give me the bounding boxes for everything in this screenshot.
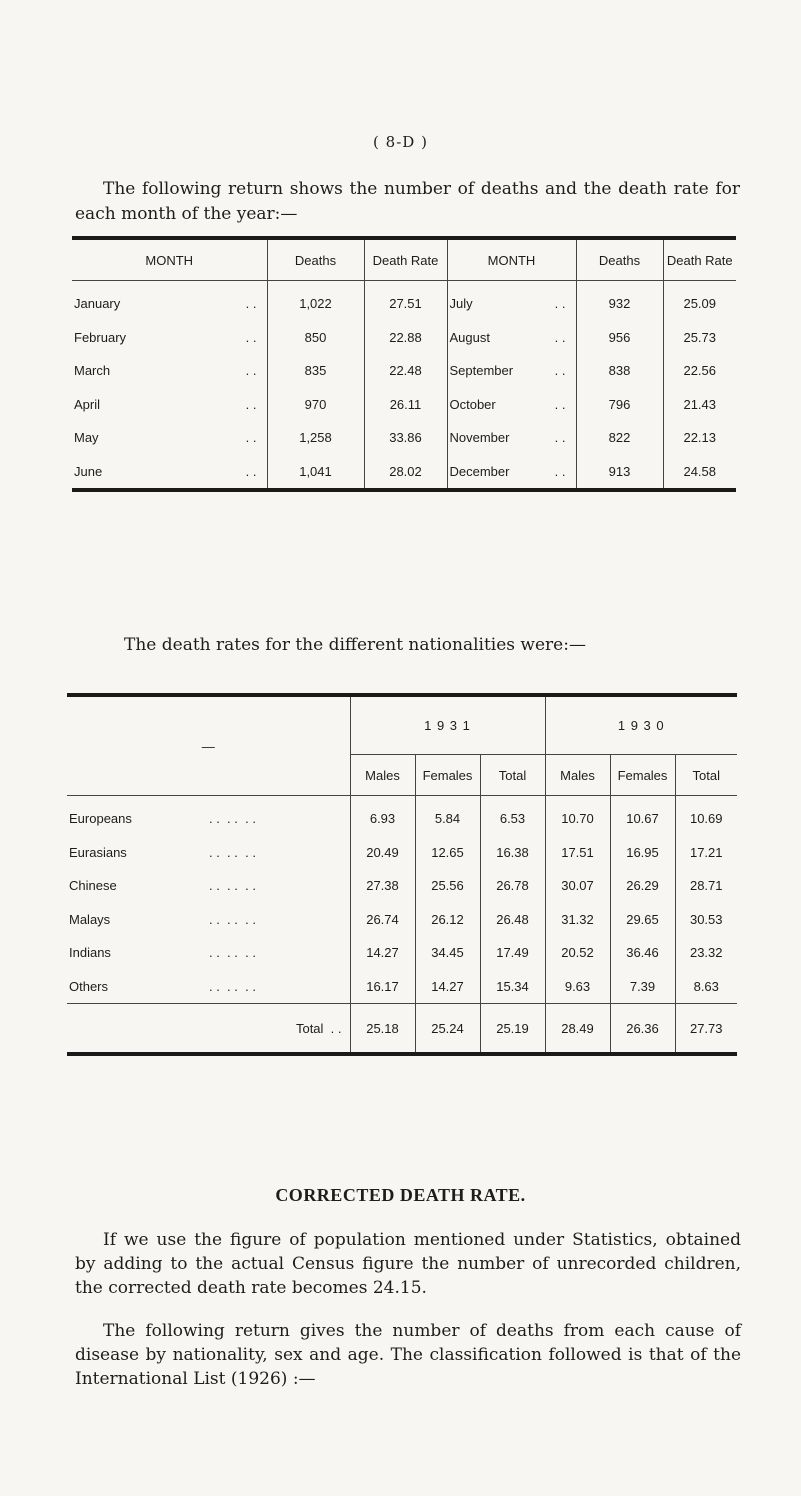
nationality-name: Indians bbox=[69, 945, 111, 961]
corrected-rate-paragraph: If we use the figure of population mentioned under Statistics, obtained by adding to the actual Census figure the number of unrecorded children, the corrected death rate becomes 24.15. bbox=[75, 1230, 741, 1298]
nationality-name: Malays bbox=[69, 911, 111, 927]
month-name: February bbox=[74, 329, 127, 345]
death-rate-value: 22.48 bbox=[364, 354, 447, 388]
leader-dots: . . . . . . bbox=[209, 811, 256, 827]
rate-value: 8.63 bbox=[675, 970, 737, 1004]
page-number: ( 8-D ) bbox=[373, 133, 428, 151]
leader-dots: . . . . . . bbox=[209, 844, 256, 860]
nationality-row bbox=[67, 903, 737, 937]
leader-dots: . . bbox=[554, 430, 566, 446]
leader-dots: . . bbox=[554, 329, 566, 345]
nationality-label-cell bbox=[67, 970, 350, 1004]
corrected-death-rate-heading: CORRECTED DEATH RATE. bbox=[275, 1185, 526, 1205]
total-value: 28.49 bbox=[545, 1004, 610, 1055]
month-name: November bbox=[447, 421, 532, 455]
month-name: January bbox=[74, 296, 121, 312]
deaths-value: 1,258 bbox=[267, 421, 364, 455]
sub-header-males: Males bbox=[545, 755, 610, 796]
leader-dots: . . bbox=[554, 396, 566, 412]
rate-value: 10.67 bbox=[610, 796, 675, 836]
nationality-label-cell bbox=[67, 936, 350, 970]
nationality-rates-table bbox=[67, 693, 737, 1056]
month-row bbox=[72, 281, 736, 321]
rate-value: 16.38 bbox=[480, 836, 545, 870]
leader-dots: . . bbox=[554, 296, 566, 312]
sub-header-females: Females bbox=[415, 755, 480, 796]
death-rate-value: 22.88 bbox=[364, 321, 447, 355]
deaths-value: 822 bbox=[576, 421, 663, 455]
death-rate-value: 25.73 bbox=[663, 321, 736, 355]
corner-cell bbox=[67, 695, 350, 796]
rate-value: 26.48 bbox=[480, 903, 545, 937]
rate-value: 16.95 bbox=[610, 836, 675, 870]
leader-dots: . . . . . . bbox=[209, 978, 256, 994]
rate-value: 26.78 bbox=[480, 869, 545, 903]
deaths-value: 1,022 bbox=[267, 281, 364, 321]
header-deaths-2: Deaths bbox=[576, 238, 663, 281]
leader-dots: . . bbox=[245, 296, 257, 312]
month-name: December bbox=[447, 455, 532, 491]
nationality-row bbox=[67, 836, 737, 870]
corner-dash: — bbox=[201, 738, 215, 754]
year-1931-header: 1 9 3 1 bbox=[350, 695, 545, 755]
death-rate-value: 28.02 bbox=[364, 455, 447, 491]
rate-value: 20.52 bbox=[545, 936, 610, 970]
rate-value: 26.29 bbox=[610, 869, 675, 903]
total-value: 25.18 bbox=[350, 1004, 415, 1055]
rate-value: 15.34 bbox=[480, 970, 545, 1004]
leader-dots: . . bbox=[245, 329, 257, 345]
nationality-name: Eurasians bbox=[69, 844, 127, 860]
sub-header-total: Total bbox=[675, 755, 737, 796]
rate-value: 9.63 bbox=[545, 970, 610, 1004]
leader-dots: . . bbox=[532, 455, 576, 491]
deaths-value: 838 bbox=[576, 354, 663, 388]
month-row bbox=[72, 455, 736, 491]
total-row bbox=[67, 1004, 737, 1055]
rate-value: 17.49 bbox=[480, 936, 545, 970]
rate-value: 28.71 bbox=[675, 869, 737, 903]
month-name: June bbox=[72, 455, 217, 491]
rate-value: 6.53 bbox=[480, 796, 545, 836]
leader-dots: . . . . . . bbox=[209, 911, 256, 927]
rate-value: 12.65 bbox=[415, 836, 480, 870]
rate-value: 26.74 bbox=[350, 903, 415, 937]
nationality-name: Others bbox=[69, 978, 109, 994]
death-rate-value: 26.11 bbox=[364, 388, 447, 422]
deaths-value: 932 bbox=[576, 281, 663, 321]
nationality-row bbox=[67, 970, 737, 1004]
rate-value: 31.32 bbox=[545, 903, 610, 937]
monthly-deaths-table bbox=[72, 236, 736, 492]
rate-value: 17.51 bbox=[545, 836, 610, 870]
nationality-row bbox=[67, 796, 737, 836]
sub-header-males: Males bbox=[350, 755, 415, 796]
header-rate-1: Death Rate bbox=[364, 238, 447, 281]
header-deaths-1: Deaths bbox=[267, 238, 364, 281]
rate-value: 17.21 bbox=[675, 836, 737, 870]
leader-dots: . . bbox=[245, 363, 257, 379]
death-rate-value: 22.56 bbox=[663, 354, 736, 388]
leader-dots: . . . . . . bbox=[209, 945, 256, 961]
rate-value: 36.46 bbox=[610, 936, 675, 970]
rate-value: 30.53 bbox=[675, 903, 737, 937]
rate-value: 16.17 bbox=[350, 970, 415, 1004]
month-name: August bbox=[447, 321, 532, 355]
causes-paragraph: The following return gives the number of deaths from each cause of disease by nationality, sex and age. The classification followed is that of the International List (1926) :— bbox=[75, 1321, 741, 1389]
total-label: Total . . bbox=[67, 1004, 350, 1055]
header-rate-2: Death Rate bbox=[663, 238, 736, 281]
nationality-name: Europeans bbox=[69, 811, 132, 827]
rate-value: 30.07 bbox=[545, 869, 610, 903]
sub-header-total: Total bbox=[480, 755, 545, 796]
month-name: September bbox=[447, 354, 532, 388]
rate-value: 10.70 bbox=[545, 796, 610, 836]
month-row bbox=[72, 421, 736, 455]
rate-value: 25.56 bbox=[415, 869, 480, 903]
sub-header-females: Females bbox=[610, 755, 675, 796]
total-value: 25.19 bbox=[480, 1004, 545, 1055]
deaths-value: 970 bbox=[267, 388, 364, 422]
rate-value: 34.45 bbox=[415, 936, 480, 970]
death-rate-value: 25.09 bbox=[663, 281, 736, 321]
nationality-label-cell bbox=[67, 869, 350, 903]
rate-value: 26.12 bbox=[415, 903, 480, 937]
total-value: 27.73 bbox=[675, 1004, 737, 1055]
month-name: July bbox=[447, 281, 532, 321]
intro-nationality-paragraph: The death rates for the different nationalities were:— bbox=[124, 635, 586, 655]
nationality-row bbox=[67, 936, 737, 970]
rate-value: 29.65 bbox=[610, 903, 675, 937]
month-row bbox=[72, 354, 736, 388]
header-month-1: MONTH bbox=[72, 238, 267, 281]
total-value: 26.36 bbox=[610, 1004, 675, 1055]
rate-value: 6.93 bbox=[350, 796, 415, 836]
death-rate-value: 22.13 bbox=[663, 421, 736, 455]
month-row bbox=[72, 388, 736, 422]
death-rate-value: 21.43 bbox=[663, 388, 736, 422]
nationality-row bbox=[67, 869, 737, 903]
intro-month-paragraph: The following return shows the number of deaths and the death rate for each month of the year:— bbox=[75, 179, 740, 224]
deaths-value: 1,041 bbox=[267, 455, 364, 491]
leader-dots: . . . . . . bbox=[209, 878, 256, 894]
leader-dots: . . bbox=[245, 396, 257, 412]
death-rate-value: 27.51 bbox=[364, 281, 447, 321]
leader-dots: . . bbox=[217, 455, 267, 491]
rate-value: 27.38 bbox=[350, 869, 415, 903]
rate-value: 14.27 bbox=[350, 936, 415, 970]
deaths-value: 850 bbox=[267, 321, 364, 355]
rate-value: 5.84 bbox=[415, 796, 480, 836]
header-month-2: MONTH bbox=[447, 238, 576, 281]
rate-value: 20.49 bbox=[350, 836, 415, 870]
deaths-value: 956 bbox=[576, 321, 663, 355]
deaths-value: 835 bbox=[267, 354, 364, 388]
month-name: April bbox=[74, 396, 101, 412]
total-value: 25.24 bbox=[415, 1004, 480, 1055]
leader-dots: . . bbox=[245, 430, 257, 446]
nationality-label-cell bbox=[67, 836, 350, 870]
death-rate-value: 33.86 bbox=[364, 421, 447, 455]
nationality-label-cell bbox=[67, 796, 350, 836]
nationality-name: Chinese bbox=[69, 878, 117, 894]
deaths-value: 796 bbox=[576, 388, 663, 422]
year-1930-header: 1 9 3 0 bbox=[545, 695, 737, 755]
rate-value: 23.32 bbox=[675, 936, 737, 970]
nationality-label-cell bbox=[67, 903, 350, 937]
month-name: March bbox=[74, 363, 111, 379]
rate-value: 10.69 bbox=[675, 796, 737, 836]
month-name: October bbox=[447, 388, 532, 422]
leader-dots: . . bbox=[554, 363, 566, 379]
rate-value: 14.27 bbox=[415, 970, 480, 1004]
deaths-value: 913 bbox=[576, 455, 663, 491]
rate-value: 7.39 bbox=[610, 970, 675, 1004]
death-rate-value: 24.58 bbox=[663, 455, 736, 491]
month-row bbox=[72, 321, 736, 355]
month-name: May bbox=[74, 430, 99, 446]
